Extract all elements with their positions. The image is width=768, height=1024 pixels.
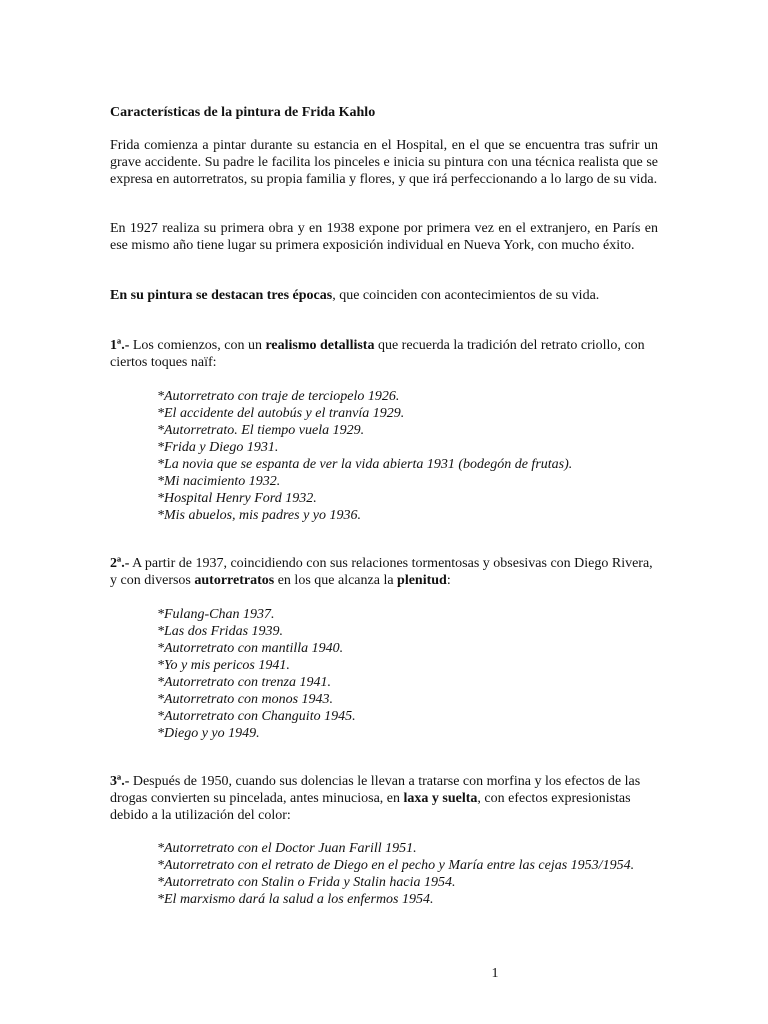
work-item: *Las dos Fridas 1939. xyxy=(157,624,284,639)
work-item: *Autorretrato con monos 1943. xyxy=(157,692,334,707)
work-item: *Autorretrato. El tiempo vuela 1929. xyxy=(157,423,365,438)
period-text: Los comienzos, con un xyxy=(129,338,266,353)
work-item: *Mis abuelos, mis padres y yo 1936. xyxy=(157,508,362,523)
period-3-works-list xyxy=(157,840,657,908)
period-text: que recuerda la tradición del retrato criollo, con ciertos toques naïf: xyxy=(110,338,645,370)
work-item: *Autorretrato con Stalin o Frida y Stalin hacia 1954. xyxy=(157,875,456,890)
period-text: , con efectos expresionistas debido a la utilización del color: xyxy=(110,791,631,823)
period-number: 3ª.- xyxy=(110,774,130,789)
period-bold-term: realismo detallista xyxy=(265,338,375,353)
period-bold-term: autorretratos xyxy=(194,573,275,588)
work-item: *Autorretrato con traje de terciopelo 1926. xyxy=(157,389,400,404)
period-text: : xyxy=(446,573,451,588)
epochs-intro-bold: En su pintura se destacan tres épocas xyxy=(110,288,333,303)
work-item: *Frida y Diego 1931. xyxy=(157,440,279,455)
period-1-paragraph xyxy=(110,337,658,371)
period-text: A partir de 1937, coincidiendo con sus relaciones tormentosas y obsesivas con Diego Rivera, y con diversos xyxy=(110,556,653,588)
work-item: *El marxismo dará la salud a los enfermos 1954. xyxy=(157,892,434,907)
document-title: Características de la pintura de Frida Kahlo xyxy=(110,105,376,120)
intro-paragraph: Frida comienza a pintar durante su estancia en el Hospital, en el que se encuentra tras sufrir un grave accidente. Su padre le facilita los pinceles e inicia su pintura con una técnica realista que se expresa en autorretratos, su propia familia y flores, y que irá perfeccionando a lo largo de su vida. xyxy=(110,138,658,187)
page-number: 1 xyxy=(491,966,499,981)
period-2-works-list xyxy=(157,606,657,742)
work-item: *La novia que se espanta de ver la vida abierta 1931 (bodegón de frutas). xyxy=(157,457,573,472)
period-number: 1ª.- xyxy=(110,338,130,353)
work-item: *Yo y mis pericos 1941. xyxy=(157,658,290,673)
period-1-works-list xyxy=(157,388,657,524)
work-item: *Fulang-Chan 1937. xyxy=(157,607,275,622)
work-item: *Autorretrato con trenza 1941. xyxy=(157,675,331,690)
period-3-paragraph xyxy=(110,773,658,824)
work-item: *Autorretrato con el Doctor Juan Farill 1951. xyxy=(157,841,417,856)
period-number: 2ª.- xyxy=(110,556,130,571)
work-item: *Autorretrato con el retrato de Diego en el pecho y María entre las cejas 1953/1954. xyxy=(157,858,635,873)
work-item: *Diego y yo 1949. xyxy=(157,726,260,741)
work-item: *Hospital Henry Ford 1932. xyxy=(157,491,317,506)
epochs-intro-paragraph xyxy=(110,287,658,304)
period-bold-term: plenitud xyxy=(397,573,447,588)
work-item: *El accidente del autobús y el tranvía 1929. xyxy=(157,406,405,421)
work-item: *Autorretrato con mantilla 1940. xyxy=(157,641,344,656)
work-item: *Mi nacimiento 1932. xyxy=(157,474,281,489)
period-text: en los que alcanza la xyxy=(274,573,398,588)
epochs-intro-rest: , que coinciden con acontecimientos de su vida. xyxy=(332,288,600,303)
period-bold-term: laxa y suelta xyxy=(403,791,478,806)
period-2-paragraph xyxy=(110,555,658,589)
intro-paragraph: En 1927 realiza su primera obra y en 1938 expone por primera vez en el extranjero, en París en ese mismo año tiene lugar su primera exposición individual en Nueva York, con mucho éxito. xyxy=(110,221,658,253)
period-text: Después de 1950, cuando sus dolencias le llevan a tratarse con morfina y los efectos de las drogas convierten su pincelada, antes minuciosa, en xyxy=(110,774,641,806)
work-item: *Autorretrato con Changuito 1945. xyxy=(157,709,356,724)
